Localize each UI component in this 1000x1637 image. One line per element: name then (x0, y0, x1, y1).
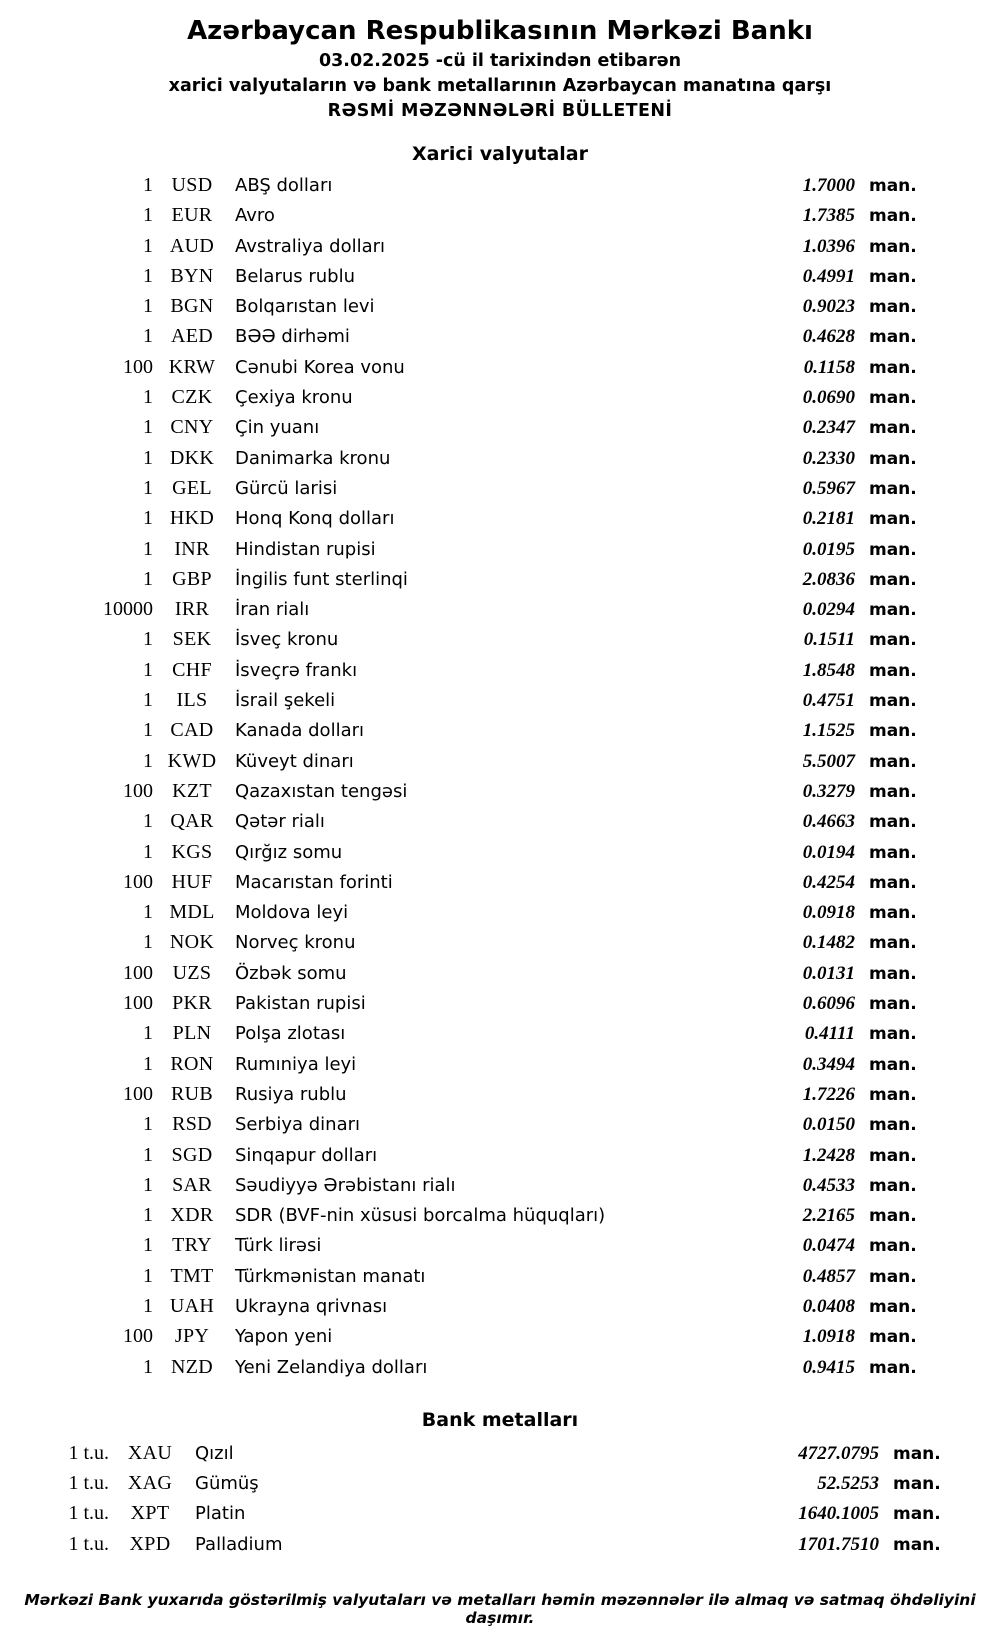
currency-row (61, 383, 939, 413)
rate-unit: man. (869, 418, 917, 439)
rate-unit: man. (869, 751, 917, 772)
rate-unit: man. (869, 1145, 917, 1166)
currency-row (61, 474, 939, 504)
currency-code: GEL (172, 476, 212, 499)
rate-value: 0.9415 (802, 1356, 855, 1378)
currency-name: SDR (BVF-nin xüsusi borcalma hüquqları) (235, 1205, 606, 1227)
rate-value: 0.4857 (802, 1265, 855, 1287)
currency-name: Rusiya rublu (235, 1083, 347, 1105)
currency-name: Qızıl (195, 1442, 234, 1464)
rate-value: 0.4663 (802, 811, 855, 833)
rate-amount: 1 (143, 507, 153, 530)
currency-row (61, 1292, 939, 1322)
currency-name: Türkmənistan manatı (235, 1265, 426, 1287)
currency-row (61, 535, 939, 565)
currency-row (61, 232, 939, 262)
currency-name: Pakistan rupisi (235, 993, 366, 1015)
currency-name: Rumıniya leyi (235, 1053, 357, 1075)
currency-code: XDR (170, 1204, 214, 1227)
currency-row (61, 656, 939, 686)
rate-unit: man. (869, 539, 917, 560)
currency-name: Qətər rialı (235, 811, 325, 833)
currency-code: AUD (169, 234, 215, 257)
rate-value: 0.4628 (802, 326, 855, 348)
rate-value: 1.7226 (802, 1083, 855, 1105)
rate-amount: 1 (143, 931, 153, 954)
rate-amount: 100 (123, 870, 153, 893)
rate-unit: man. (869, 236, 917, 257)
bulletin-title: RƏSMİ MƏZƏNNƏLƏRİ BÜLLETENİ (327, 101, 673, 121)
rate-unit: man. (893, 1534, 941, 1555)
currency-row (61, 777, 939, 807)
rate-amount: 100 (123, 1082, 153, 1105)
currency-name: Bolqarıstan levi (235, 296, 375, 318)
currency-row (61, 444, 939, 474)
rate-value: 0.0294 (802, 599, 855, 621)
rate-unit: man. (869, 691, 917, 712)
rate-value: 2.2165 (802, 1205, 855, 1227)
currency-code: EUR (171, 204, 213, 227)
rate-value: 0.4111 (804, 1023, 855, 1045)
currency-code: MDL (169, 901, 215, 924)
currency-row (61, 322, 939, 352)
rate-value: 0.2347 (802, 417, 855, 439)
rate-amount: 1 (143, 1355, 153, 1378)
rate-unit: man. (869, 1206, 917, 1227)
rate-value: 0.6096 (802, 993, 855, 1015)
currency-name: Çexiya kronu (235, 387, 353, 409)
metal-row (37, 1530, 963, 1560)
currency-row (61, 1080, 939, 1110)
currency-code: XAU (127, 1441, 173, 1464)
rate-amount: 1 (143, 264, 153, 287)
rate-unit: man. (869, 448, 917, 469)
currency-row (61, 171, 939, 201)
currency-row (61, 1141, 939, 1171)
rate-amount: 1 (143, 1204, 153, 1227)
currency-name: İran rialı (235, 599, 310, 621)
currency-code: KGS (171, 840, 213, 863)
currency-row (61, 1019, 939, 1049)
rate-amount: 100 (123, 779, 153, 802)
currency-row (61, 1110, 939, 1140)
rate-value: 1.2428 (802, 1144, 855, 1166)
currency-name: Yapon yeni (235, 1326, 333, 1348)
rate-unit: man. (869, 600, 917, 621)
currency-name: Kanada dolları (235, 720, 365, 742)
currency-code: IRR (174, 598, 210, 621)
effective-date-line: 03.02.2025 -cü il tarixindən etibarən (318, 51, 682, 71)
rate-value: 1.1525 (802, 720, 855, 742)
rate-value: 0.1158 (803, 356, 855, 378)
rate-value: 0.4533 (802, 1174, 855, 1196)
currency-code: RON (170, 1052, 214, 1075)
currency-name: Səudiyyə Ərəbistanı rialı (235, 1174, 456, 1196)
rate-value: 0.2181 (802, 508, 855, 530)
currency-row (61, 928, 939, 958)
currency-code: CZK (171, 386, 213, 409)
currency-code: AED (170, 325, 213, 348)
rate-unit: man. (893, 1443, 941, 1464)
currency-name: Danimarka kronu (235, 447, 391, 469)
currency-code: RSD (172, 1113, 212, 1136)
rate-amount: 100 (123, 961, 153, 984)
rate-value: 1.0396 (802, 235, 855, 257)
currency-name: Belarus rublu (235, 265, 356, 287)
rate-value: 0.4751 (802, 690, 855, 712)
metal-rates-table (37, 1439, 963, 1560)
rate-amount: 100 (123, 1325, 153, 1348)
currency-code: PKR (172, 992, 212, 1015)
rate-unit: man. (869, 842, 917, 863)
rate-unit: man. (869, 206, 917, 227)
currency-code: KWD (167, 749, 217, 772)
currency-row (61, 1201, 939, 1231)
currency-row (61, 868, 939, 898)
currency-name: Ukrayna qrivnası (235, 1295, 388, 1317)
currency-code: DKK (169, 446, 215, 469)
currency-code: TMT (170, 1264, 214, 1287)
rate-unit: man. (869, 1327, 917, 1348)
currency-row (61, 292, 939, 322)
currency-code: JPY (174, 1325, 210, 1348)
rate-amount: 1 (143, 416, 153, 439)
currency-code: GBP (172, 567, 212, 590)
rate-amount: 1 (143, 1294, 153, 1317)
currency-row (61, 1262, 939, 1292)
currency-code: HUF (171, 870, 213, 893)
rate-amount: 1 (143, 1234, 153, 1257)
rate-unit: man. (869, 569, 917, 590)
currency-code: NOK (169, 931, 215, 954)
currency-name: Yeni Zelandiya dolları (235, 1356, 428, 1378)
currency-name: Özbək somu (235, 962, 347, 984)
currency-code: CNY (170, 416, 214, 439)
currency-row (61, 1322, 939, 1352)
currency-name: Qırğız somu (235, 841, 343, 863)
rate-amount: 1 (143, 1264, 153, 1287)
rate-value: 0.4991 (802, 265, 855, 287)
metal-rows-body (37, 1439, 963, 1560)
rate-value: 1701.7510 (798, 1533, 879, 1555)
rate-unit: man. (869, 176, 917, 196)
rate-unit: man. (869, 1084, 917, 1105)
currency-code: INR (174, 537, 210, 560)
currency-row (61, 716, 939, 746)
rate-unit: man. (893, 1504, 941, 1525)
rate-value: 0.0194 (802, 841, 855, 863)
rate-amount: 1 (143, 537, 153, 560)
rate-value: 2.0836 (802, 568, 855, 590)
currency-code: CHF (172, 658, 212, 681)
rate-unit: man. (869, 812, 917, 833)
rate-value: 1.8548 (802, 659, 855, 681)
rate-amount: 100 (123, 355, 153, 378)
rate-unit: man. (869, 963, 917, 984)
rate-unit: man. (869, 872, 917, 893)
currency-code: UAH (169, 1294, 215, 1317)
rate-amount: 1 t.u. (68, 1441, 109, 1464)
currency-name: BƏƏ dirhəmi (235, 326, 350, 348)
rate-value: 52.5253 (817, 1473, 879, 1495)
currency-row (61, 353, 939, 383)
rate-amount: 1 (143, 749, 153, 772)
rate-amount: 1 (143, 295, 153, 318)
rate-unit: man. (869, 721, 917, 742)
rate-amount: 1 (143, 1113, 153, 1136)
currency-name: Norveç kronu (235, 932, 356, 954)
currency-name: Çin yuanı (235, 417, 320, 439)
rate-value: 1.7000 (802, 175, 855, 196)
currency-row (61, 686, 939, 716)
rate-amount: 1 (143, 1143, 153, 1166)
rate-amount: 1 (143, 325, 153, 348)
currency-row (61, 595, 939, 625)
currency-name: Honq Konq dolları (235, 508, 395, 530)
rate-unit: man. (869, 509, 917, 530)
currency-name: Qazaxıstan tengəsi (235, 780, 408, 802)
rate-amount: 1 (143, 689, 153, 712)
currency-name: Cənubi Korea vonu (235, 356, 405, 378)
rate-value: 0.9023 (802, 296, 855, 318)
currency-row (61, 807, 939, 837)
rate-amount: 1 (143, 840, 153, 863)
rate-value: 1.0918 (802, 1326, 855, 1348)
currency-code: KRW (168, 355, 216, 378)
rate-unit: man. (869, 357, 917, 378)
rate-value: 0.5967 (802, 477, 855, 499)
rate-value: 1640.1005 (798, 1503, 879, 1525)
rate-unit: man. (869, 660, 917, 681)
currency-rates-table (61, 171, 939, 1383)
currency-row (61, 1171, 939, 1201)
currency-name: Palladium (195, 1533, 283, 1555)
rate-unit: man. (869, 1236, 917, 1257)
currency-name: İsrail şekeli (235, 690, 336, 712)
rate-value: 0.2330 (802, 447, 855, 469)
currency-name: Gürcü larisi (235, 477, 338, 499)
rate-amount: 10000 (103, 598, 153, 621)
rate-amount: 1 (143, 628, 153, 651)
currency-row (61, 747, 939, 777)
metal-row (37, 1439, 963, 1469)
fx-section-title: Xarici valyutalar (412, 143, 588, 165)
currency-code: SEK (172, 628, 212, 651)
currency-rows-body (61, 171, 939, 1383)
rate-unit: man. (869, 266, 917, 287)
subject-line: xarici valyutaların və bank metallarının Azərbaycan manatına qarşı (168, 76, 832, 96)
currency-name: Macarıstan forinti (235, 871, 393, 893)
rate-unit: man. (869, 327, 917, 348)
rate-value: 4727.0795 (798, 1442, 879, 1464)
currency-row (61, 898, 939, 928)
rate-value: 1.7385 (802, 205, 855, 227)
currency-code: RUB (170, 1082, 214, 1105)
currency-code: XAG (127, 1472, 173, 1495)
rate-unit: man. (869, 903, 917, 924)
currency-row (61, 504, 939, 534)
currency-name: ABŞ dolları (235, 175, 333, 196)
currency-code: CAD (170, 719, 214, 742)
rate-unit: man. (869, 1175, 917, 1196)
rate-amount: 1 t.u. (68, 1532, 109, 1555)
rate-amount: 1 (143, 476, 153, 499)
currency-row (61, 1353, 939, 1383)
rate-unit: man. (869, 1115, 917, 1136)
currency-code: SGD (171, 1143, 213, 1166)
rate-value: 0.1511 (803, 629, 855, 651)
rate-unit: man. (869, 630, 917, 651)
rate-amount: 1 (143, 204, 153, 227)
currency-row (61, 1050, 939, 1080)
currency-row (61, 413, 939, 443)
rate-amount: 1 (143, 658, 153, 681)
currency-name: Türk lirəsi (235, 1235, 322, 1257)
currency-name: Avro (235, 205, 275, 227)
currency-code: TRY (172, 1234, 212, 1257)
currency-row (61, 959, 939, 989)
currency-row (61, 989, 939, 1019)
rate-amount: 1 t.u. (68, 1502, 109, 1525)
currency-name: Serbiya dinarı (235, 1114, 360, 1136)
document-header (0, 16, 1000, 121)
currency-name: Polşa zlotası (235, 1023, 346, 1045)
currency-name: İngilis funt sterlinqi (235, 568, 408, 590)
metal-row (37, 1499, 963, 1529)
rate-unit: man. (869, 1266, 917, 1287)
currency-name: Gümüş (195, 1473, 259, 1495)
rate-amount: 1 (143, 810, 153, 833)
currency-name: Moldova leyi (235, 902, 349, 924)
rate-amount: 1 (143, 234, 153, 257)
rate-value: 0.0918 (802, 902, 855, 924)
currency-code: KZT (172, 779, 212, 802)
currency-row (61, 262, 939, 292)
currency-code: NZD (170, 1355, 213, 1378)
currency-row (61, 201, 939, 231)
footer-note: Mərkəzi Bank yuxarıda göstərilmiş valyutaları və metalları həmin məzənnələr ilə almaq və satmaq öhdəliyini daşımır. (24, 1591, 976, 1627)
currency-code: SAR (172, 1173, 212, 1196)
rate-value: 0.1482 (802, 932, 855, 954)
rate-unit: man. (869, 1024, 917, 1045)
currency-code: UZS (172, 961, 212, 984)
rate-value: 0.0690 (802, 387, 855, 409)
rate-amount: 100 (123, 992, 153, 1015)
currency-name: Hindistan rupisi (235, 538, 376, 560)
rate-amount: 1 (143, 1052, 153, 1075)
rate-unit: man. (893, 1474, 941, 1495)
rate-value: 0.0474 (802, 1235, 855, 1257)
currency-code: BGN (170, 295, 214, 318)
rate-amount: 1 (143, 386, 153, 409)
rate-unit: man. (869, 994, 917, 1015)
rate-amount: 1 (143, 719, 153, 742)
rate-amount: 1 (143, 174, 153, 196)
rate-value: 0.0131 (802, 962, 855, 984)
currency-code: XPT (130, 1502, 170, 1525)
currency-name: İsveçrə frankı (235, 659, 358, 681)
currency-code: QAR (170, 810, 214, 833)
currency-code: HKD (169, 507, 215, 530)
rate-amount: 1 (143, 901, 153, 924)
rate-value: 0.4254 (802, 871, 855, 893)
rate-value: 0.3279 (802, 780, 855, 802)
rate-value: 0.3494 (802, 1053, 855, 1075)
currency-code: XPD (129, 1532, 171, 1555)
rate-unit: man. (869, 1054, 917, 1075)
bank-title: Azərbaycan Respublikasının Mərkəzi Bankı (187, 16, 813, 46)
metal-row (37, 1469, 963, 1499)
currency-row (61, 565, 939, 595)
rate-value: 0.0195 (802, 538, 855, 560)
currency-code: USD (171, 174, 213, 196)
rate-amount: 1 (143, 567, 153, 590)
rate-unit: man. (869, 781, 917, 802)
rate-unit: man. (869, 297, 917, 318)
currency-code: ILS (176, 689, 208, 712)
currency-row (61, 1231, 939, 1261)
rate-amount: 1 (143, 446, 153, 469)
currency-name: Platin (195, 1503, 246, 1525)
rate-value: 5.5007 (802, 750, 855, 772)
rate-amount: 1 (143, 1022, 153, 1045)
rate-value: 0.0408 (802, 1295, 855, 1317)
rate-unit: man. (869, 478, 917, 499)
rate-amount: 1 t.u. (68, 1472, 109, 1495)
rate-value: 0.0150 (802, 1114, 855, 1136)
rate-unit: man. (869, 1357, 917, 1378)
currency-name: İsveç kronu (235, 629, 339, 651)
rate-amount: 1 (143, 1173, 153, 1196)
currency-name: Avstraliya dolları (235, 235, 386, 257)
currency-code: BYN (170, 264, 214, 287)
rate-unit: man. (869, 933, 917, 954)
currency-row (61, 838, 939, 868)
currency-row (61, 625, 939, 655)
metals-section-title: Bank metalları (421, 1408, 579, 1431)
currency-code: PLN (172, 1022, 212, 1045)
currency-name: Küveyt dinarı (235, 750, 354, 772)
currency-name: Sinqapur dolları (235, 1144, 378, 1166)
rate-unit: man. (869, 1296, 917, 1317)
rate-unit: man. (869, 388, 917, 409)
